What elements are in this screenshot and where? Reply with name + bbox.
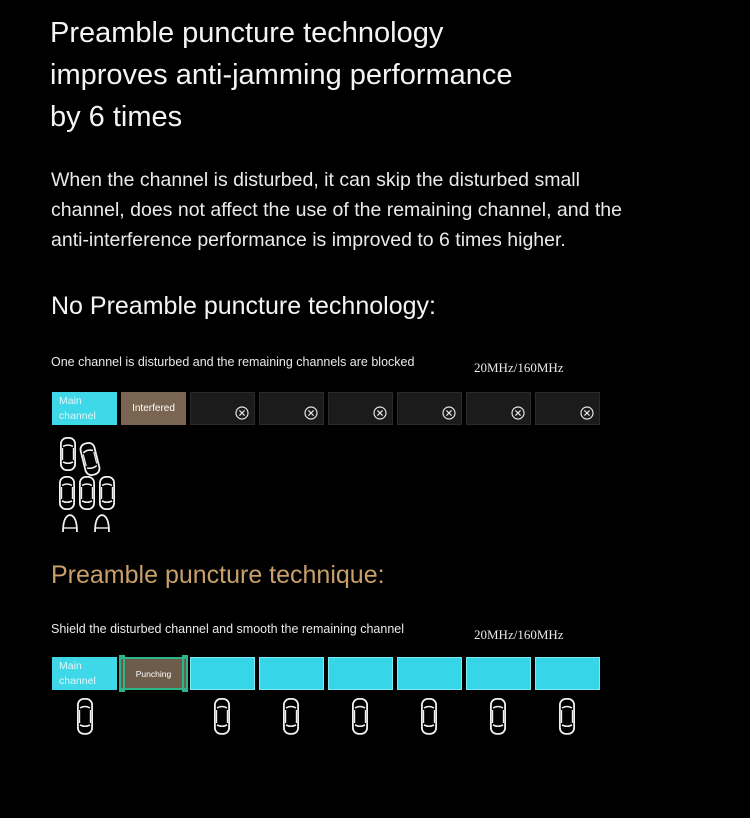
main-channel-label-2: channel (59, 675, 96, 687)
car-outline-icon (78, 699, 92, 734)
car-outline-icon (100, 477, 114, 509)
main-channel-label-1: Main (59, 395, 82, 407)
blocked-channel-cell (190, 392, 255, 425)
blocked-channel-cell (259, 392, 324, 425)
car-outline-icon (80, 477, 94, 509)
car-outline-icon (95, 515, 109, 532)
description-line-1: When the channel is disturbed, it can skip the disturbed small (51, 169, 580, 191)
puncture-caption: Shield the disturbed channel and smooth the remaining channel (51, 622, 405, 636)
main-channel-cell (52, 392, 117, 425)
circle-x-icon (304, 406, 318, 420)
car-outline-icon (491, 699, 505, 734)
open-channel-cell (328, 657, 393, 690)
description (51, 165, 711, 255)
no-puncture-channel-row (52, 392, 600, 425)
blocked-channel-cell (535, 392, 600, 425)
main-channel-cell (52, 657, 117, 690)
car-outline-icon (60, 477, 74, 509)
open-channel-cell (190, 657, 255, 690)
car-outline-icon (61, 438, 75, 470)
blocked-channel-cell (328, 392, 393, 425)
open-channel-cell (466, 657, 531, 690)
car-outline-icon (63, 515, 77, 532)
main-channel-label-1: Main (59, 660, 82, 672)
no-puncture-caption: One channel is disturbed and the remaining channels are blocked (51, 355, 415, 369)
interfered-channel-cell: Interfered (121, 392, 186, 425)
car-outline-icon (422, 699, 436, 734)
main-channel-label-2: channel (59, 410, 96, 422)
circle-x-icon (235, 406, 249, 420)
circle-x-icon (442, 406, 456, 420)
punching-channel-cell (121, 657, 186, 690)
congested-cars (54, 436, 124, 534)
blocked-channel-cell (466, 392, 531, 425)
no-puncture-heading: No Preamble puncture technology: (51, 292, 436, 320)
puncture-heading: Preamble puncture technique: (51, 561, 385, 589)
punch-bracket-right (182, 655, 188, 692)
circle-x-icon (373, 406, 387, 420)
open-channel-cell (259, 657, 324, 690)
open-channel-cell (397, 657, 462, 690)
car-outline-icon (284, 699, 298, 734)
circle-x-icon (580, 406, 594, 420)
circle-x-icon (511, 406, 525, 420)
puncture-channel-row (52, 657, 600, 690)
no-puncture-bandwidth: 20MHz/160MHz (474, 360, 564, 375)
puncture-bandwidth: 20MHz/160MHz (474, 627, 564, 642)
car-outline-icon (353, 699, 367, 734)
punch-bracket-left (119, 655, 125, 692)
car-outline-icon (560, 699, 574, 734)
blocked-channel-cell (397, 392, 462, 425)
open-channel-cell (535, 657, 600, 690)
car-outline-icon (79, 442, 101, 477)
title-line-1: Preamble puncture technology (50, 17, 444, 49)
title-line-3: by 6 times (50, 101, 183, 133)
description-line-2: channel, does not affect the use of the remaining channel, and the (51, 199, 622, 221)
flowing-cars (0, 696, 750, 740)
description-line-3: anti-interference performance is improved to 6 times higher. (51, 229, 566, 251)
car-outline-icon (215, 699, 229, 734)
page-title (50, 12, 650, 138)
punching-label: Punching (135, 668, 172, 679)
title-line-2: improves anti-jamming performance (50, 59, 513, 91)
